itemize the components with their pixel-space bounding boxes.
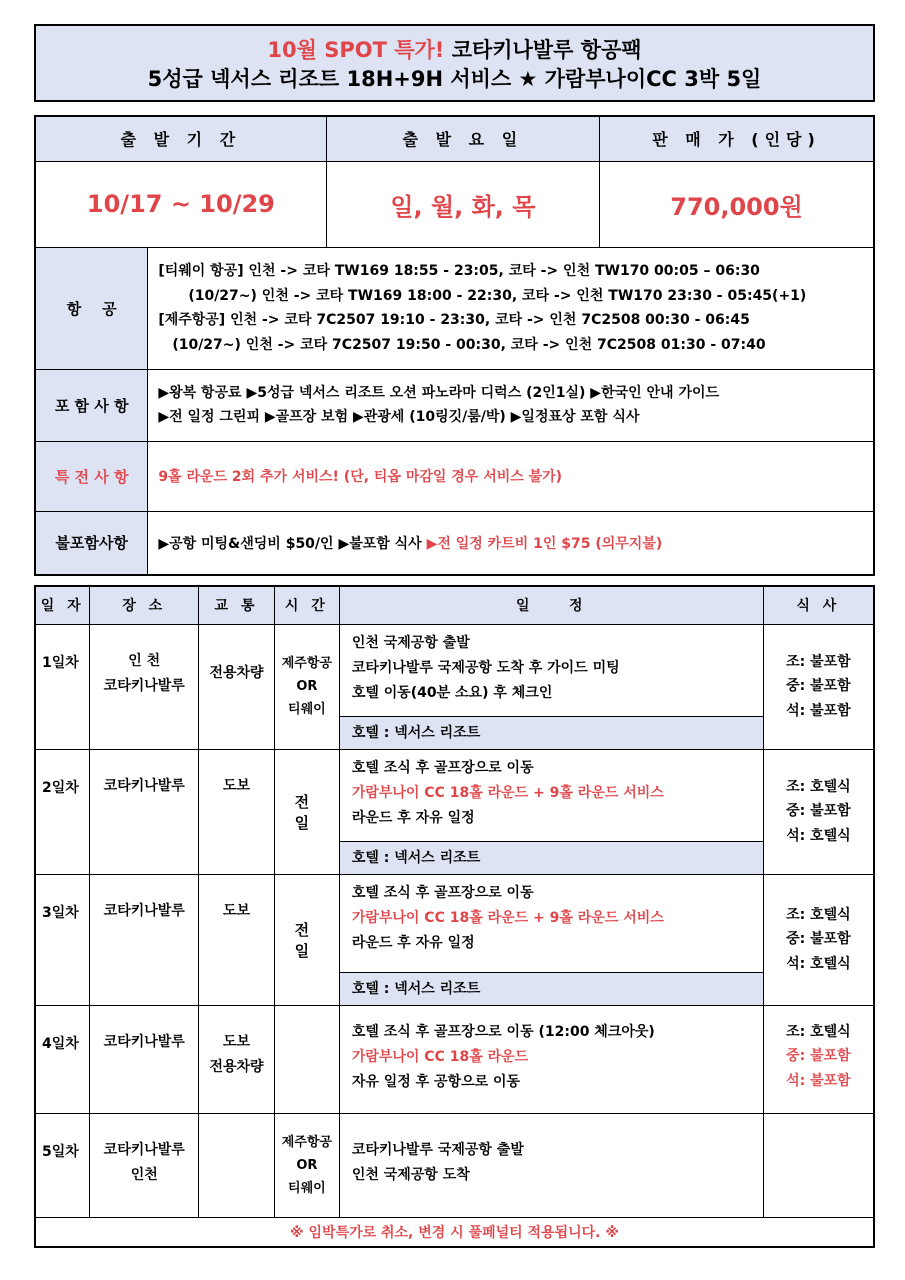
meal-line: 중: 불포함 [786,678,851,695]
itinerary-table [34,585,875,1248]
time-line: OR [296,1157,318,1173]
schedule-cell [339,874,763,972]
table-row [35,1113,874,1217]
transport-cell [199,624,275,749]
schedule-line: 가람부나이 CC 18홀 라운드 + 9홀 라운드 서비스 [351,909,664,926]
flight-line: (10/27~) 인천 -> 코타 TW169 18:00 - 22:30, 코타 -> 인천 TW170 23:30 - 05:45(+1) [188,287,807,304]
meal-cell [763,624,874,749]
schedule-line: 가람부나이 CC 18홀 라운드 [351,1048,529,1065]
place-cell [90,1005,199,1113]
transport-cell [199,1113,275,1217]
schedule-line: 인천 국제공항 도착 [351,1166,470,1183]
special-label: 특 전 사 항 [35,441,148,511]
departure-days: 일, 월, 화, 목 [326,161,599,247]
schedule-line: 코타키나발루 국제공항 출발 [351,1141,524,1158]
header-period: 출 발 기 간 [35,116,326,161]
transport-cell [199,749,275,874]
transport-line: 도보 [222,1033,251,1050]
schedule-line: 호텔 이동(40분 소요) 후 체크인 [351,684,553,701]
transport-cell [199,1005,275,1113]
col-time: 시 간 [274,586,339,624]
schedule-line: 호텔 조식 후 골프장으로 이동 [351,759,534,776]
col-meal: 식 사 [763,586,874,624]
time-line: 제주항공 [281,1134,332,1150]
flight-line: (10/27~) 인천 -> 코타 7C2507 19:50 - 00:30, 코타 -> 인천 7C2508 01:30 - 07:40 [172,336,766,353]
col-day: 일 자 [35,586,90,624]
exclude-info [148,511,874,575]
transport-line: 전용차량 [209,664,264,681]
time-cell: 전 일 [274,874,339,1005]
schedule-cell [339,624,763,716]
place-line: 인 천 [128,652,161,669]
place-cell [90,749,199,874]
place-line: 코타키나발루 [103,677,185,694]
exclude-required: ▶전 일정 카트비 1인 $75 (의무지불) [426,535,663,552]
departure-period: 10/17 ~ 10/29 [35,161,326,247]
header-days: 출 발 요 일 [326,116,599,161]
time-cell [274,1113,339,1217]
hotel-line: 호텔 : 넥서스 리조트 [339,841,763,874]
time-line: 티웨이 [288,702,326,717]
meal-line: 석: 불포함 [786,702,851,719]
schedule-cell [339,749,763,841]
place-line: 코타키나발루 [103,777,185,794]
schedule-line: 가람부나이 CC 18홀 라운드 + 9홀 라운드 서비스 [351,784,664,801]
meal-cell [763,749,874,874]
place-cell [90,624,199,749]
time-line: 제주항공 [281,656,332,671]
meal-line: 중: 불포함 [786,931,851,948]
table-row [35,624,874,716]
day-cell: 1일차 [35,624,90,749]
meal-line: 중: 불포함 [786,803,851,820]
schedule-line: 호텔 조식 후 골프장으로 이동 [351,884,534,901]
meal-line: 조: 호텔식 [786,778,851,795]
transport-line: 전용차량 [209,1058,264,1075]
transport-cell [199,874,275,1005]
day-cell: 3일차 [35,874,90,1005]
meal-line: 조: 불포함 [786,653,851,670]
table-row [35,874,874,972]
time-line: 티웨이 [288,1180,326,1196]
meal-cell [763,1005,874,1113]
day-cell: 4일차 [35,1005,90,1113]
time-line: OR [296,679,318,694]
info-table [34,115,875,576]
meal-line: 조: 호텔식 [786,906,851,923]
header-price: 판 매 가 (인당) [600,116,875,161]
meal-line: 석: 호텔식 [786,955,851,972]
footer-notice: ※ 임박특가로 취소, 변경 시 풀페널티 적용됩니다. ※ [35,1217,874,1247]
schedule-line: 라운드 후 자유 일정 [351,934,475,951]
schedule-line: 코타키나발루 국제공항 도착 후 가이드 미팅 [351,659,620,676]
table-row [35,1005,874,1113]
flight-line: [티웨이 항공] 인천 -> 코타 TW169 18:55 - 23:05, 코타 -> 인천 TW170 00:05 – 06:30 [158,263,760,279]
hotel-line: 호텔 : 넥서스 리조트 [339,716,763,749]
table-row [35,749,874,841]
exclude-label: 불포함사항 [35,511,148,575]
special-info: 9홀 라운드 2회 추가 서비스! (단, 티옵 마감일 경우 서비스 불가) [148,441,874,511]
schedule-cell [339,1113,763,1217]
price: 770,000원 [600,161,875,247]
hotel-line: 호텔 : 넥서스 리조트 [339,972,763,1005]
flight-label: 항 공 [35,247,148,369]
meal-line: 조: 호텔식 [786,1023,851,1040]
place-line: 코타키나발루 [103,1141,185,1158]
include-info [148,369,874,441]
schedule-line: 자유 일정 후 공항으로 이동 [351,1073,521,1090]
title-promo: 10월 SPOT 특가! [267,38,445,62]
day-cell: 5일차 [35,1113,90,1217]
time-cell [274,624,339,749]
include-label: 포 함 사 항 [35,369,148,441]
time-cell: 전 일 [274,749,339,874]
meal-line: 석: 불포함 [786,1072,851,1089]
schedule-line: 라운드 후 자유 일정 [351,809,475,826]
title-product: 코타키나발루 항공팩 [451,38,642,62]
meal-cell [763,1113,874,1217]
include-line: ▶전 일정 그린피 ▶골프장 보험 ▶관광세 (10링깃/룸/박) ▶일정표상 포함 식사 [158,409,640,425]
transport-line: 도보 [222,902,251,919]
place-cell [90,874,199,1005]
meal-line: 중: 불포함 [786,1048,851,1064]
col-schedule: 일 정 [339,586,763,624]
place-line: 코타키나발루 [103,902,185,919]
flight-info [148,247,874,369]
col-transport: 교 통 [199,586,275,624]
title-banner [34,24,875,102]
title-subtitle: 5성급 넥서스 리조트 18H+9H 서비스 ★ 가람부나이CC 3박 5일 [147,67,762,91]
include-line: ▶왕복 항공료 ▶5성급 넥서스 리조트 오션 파노라마 디럭스 (2인1실) ▶한국인 안내 가이드 [158,384,720,401]
meal-cell [763,874,874,1005]
schedule-line: 호텔 조식 후 골프장으로 이동 (12:00 체크아웃) [351,1023,655,1040]
col-place: 장 소 [90,586,199,624]
place-line: 인천 [130,1166,158,1183]
day-cell: 2일차 [35,749,90,874]
time-cell [274,1005,339,1113]
schedule-cell [339,1005,763,1113]
schedule-line: 인천 국제공항 출발 [351,634,470,651]
place-cell [90,1113,199,1217]
meal-line: 석: 호텔식 [786,827,851,844]
place-line: 코타키나발루 [103,1033,185,1050]
transport-line: 도보 [222,777,251,794]
flight-line: [제주항공] 인천 -> 코타 7C2507 19:10 - 23:30, 코타 -> 인천 7C2508 00:30 - 06:45 [158,312,750,328]
exclude-text: ▶공항 미팅&샌딩비 $50/인 ▶불포함 식사 [158,535,422,552]
